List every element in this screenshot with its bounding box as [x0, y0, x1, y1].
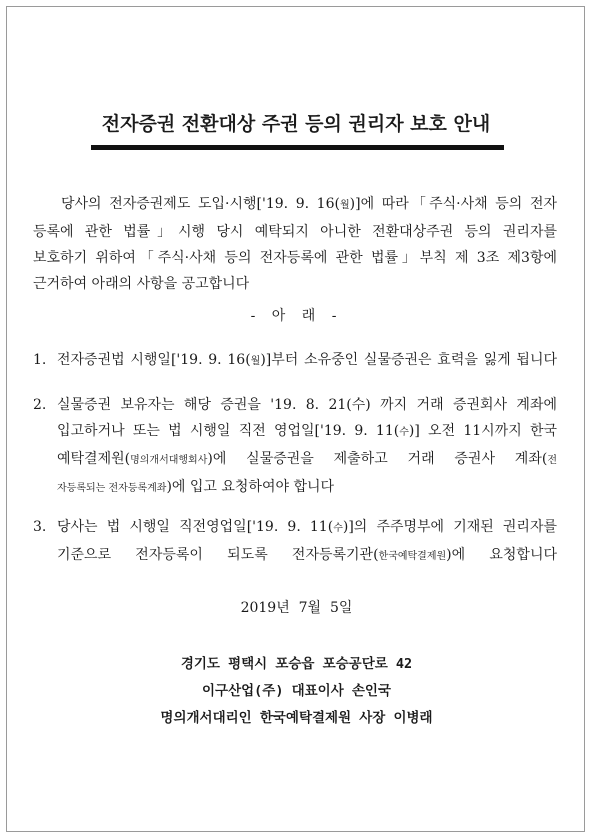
list-item-1-a: 전자증권법 시행일['19. 9. 16( — [57, 352, 251, 368]
list-item-2 — [33, 392, 557, 502]
list-item-2-line-4 — [57, 474, 557, 502]
section-heading: - 아 래 - — [250, 308, 343, 324]
list-item-3-line-1 — [57, 514, 557, 542]
list-item-3 — [33, 514, 557, 570]
list-item-3-registrar-note: 한국예탁결제원 — [378, 551, 447, 562]
list-item-2-line-1: 실물증권 보유자는 해당 증권을 '19. 8. 21(수) 까지 거래 증권회사 계좌에 — [57, 397, 557, 413]
list-item-2-weekday: 수 — [399, 427, 409, 438]
list-item-2-line-2-c: )] 오전 11시까지 한국 — [408, 423, 557, 439]
notice-date: 2019년 7월 5일 — [240, 600, 353, 616]
list-item-2-line-4-b: )에 입고 요청하여야 합니다 — [166, 479, 335, 495]
list-item-number: 3. — [33, 519, 47, 535]
company-address: 경기도 평택시 포승읍 포승공단로 42 — [180, 656, 413, 672]
list-item-2-line-3-d: 전 — [547, 455, 557, 466]
signature-block — [7, 651, 586, 732]
list-item-2-account-note: 자등록되는 전자등록계좌 — [57, 483, 167, 494]
list-item-number: 2. — [33, 397, 47, 413]
list-item-3-weekday: 수 — [333, 523, 343, 534]
list-item-3-line-1-a: 당사는 법 시행일 직전영업일['19. 9. 11( — [57, 519, 334, 535]
list-item-1-c: )]부터 소유중인 실물증권은 효력을 잃게 됩니다 — [260, 352, 557, 368]
intro-line-2: 등록에 관한 법률」시행 당시 예탁되지 아니한 전환대상주권 등의 권리자를 — [33, 224, 557, 240]
company-representative: 이구산업(주) 대표이사 손인국 — [201, 683, 391, 699]
list-item-2-line-3 — [57, 446, 557, 474]
intro-line-1-a: 당사의 전자증권제도 도입·시행['19. 9. 16( — [61, 196, 340, 212]
notice-page — [6, 6, 585, 832]
title-underline — [91, 145, 504, 150]
list-item-1-weekday: 월 — [250, 356, 261, 367]
list-item-number: 1. — [33, 352, 47, 368]
list-item-3-line-2 — [57, 542, 557, 570]
list-item-1-line-1 — [57, 347, 557, 375]
intro-line-1-c: )]에 따라「주식·사채 등의 전자 — [349, 196, 557, 212]
intro-line-1 — [33, 191, 557, 219]
list-item-2-line-3-c: )에 실물증권을 제출하고 거래 증권사 계좌( — [207, 451, 548, 467]
list-item-3-line-1-c: )]의 주주명부에 기재된 권리자를 — [342, 519, 558, 535]
list-item-2-line-2 — [57, 418, 557, 446]
transfer-agent: 명의개서대리인 한국예탁결제원 사장 이병래 — [160, 710, 433, 726]
page-title: 전자증권 전환대상 주권 등의 권리자 보호 안내 — [101, 113, 491, 135]
list-item-3-line-2-a: 기준으로 전자등록이 되도록 전자등록기관( — [57, 547, 379, 563]
list-item-2-agent-note: 명의개서대행회사 — [130, 455, 208, 466]
intro-paragraph — [33, 191, 557, 297]
intro-line-1-weekday: 월 — [339, 200, 350, 211]
intro-line-3: 보호하기 위하여「주식·사채 등의 전자등록에 관한 법률」부칙 제 3조 제3항에 — [33, 250, 557, 266]
list-item-2-line-3-a: 예탁결제원( — [57, 451, 131, 467]
intro-line-4: 근거하여 아래의 사항을 공고합니다 — [33, 276, 250, 292]
list-item-2-line-2-a: 입고하거나 또는 법 시행일 직전 영업일['19. 9. 11( — [57, 423, 400, 439]
list-item-3-line-2-c: )에 요청합니다 — [446, 547, 557, 563]
list-item-1 — [33, 347, 557, 375]
